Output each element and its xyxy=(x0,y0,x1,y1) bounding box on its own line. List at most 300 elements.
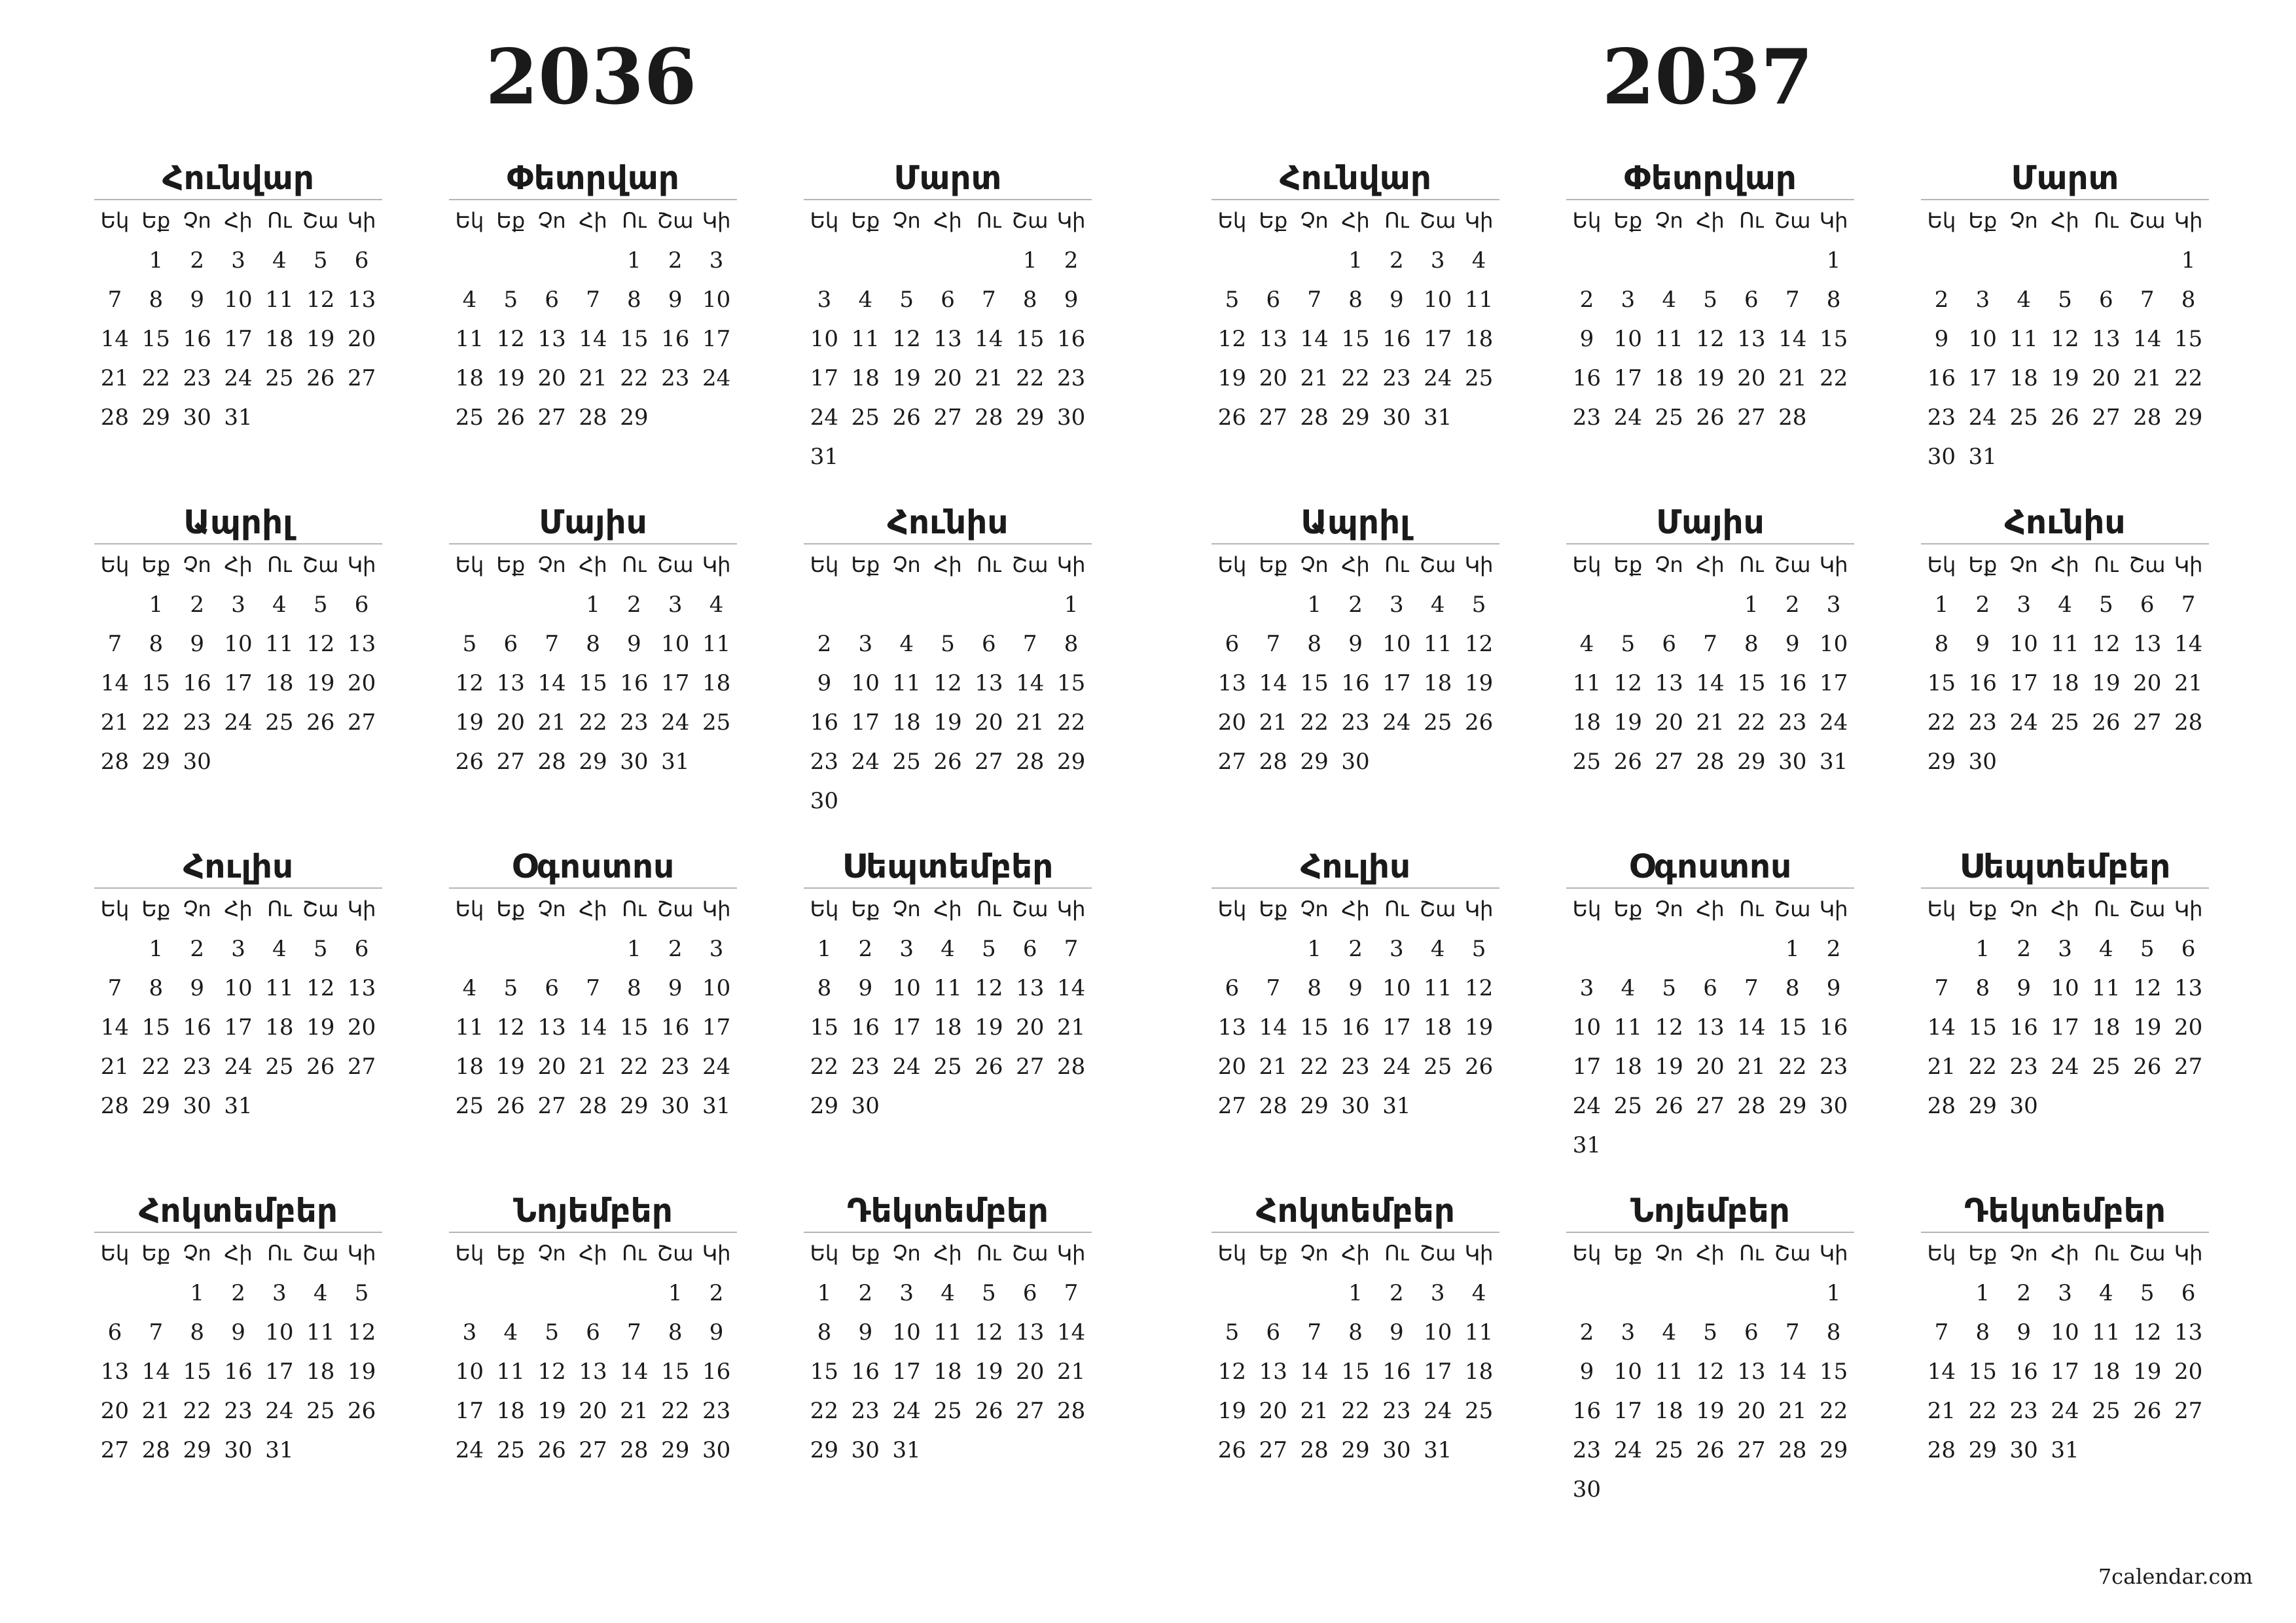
month-block xyxy=(94,846,382,1190)
day-cell: 22 xyxy=(183,1398,211,1424)
empty-day-cell xyxy=(449,1274,490,1313)
day-cell: 23 xyxy=(851,1054,880,1080)
day-cell: 2 xyxy=(1826,936,1841,962)
day-cell: 8 xyxy=(1826,1319,1841,1346)
weekday-label: Ու xyxy=(1739,1241,1764,1266)
week-row xyxy=(94,319,382,359)
day-cell: 11 xyxy=(1424,975,1452,1001)
day-cell: 5 xyxy=(2058,287,2072,313)
empty-day-cell xyxy=(2126,437,2168,476)
day-cell: 27 xyxy=(1016,1398,1045,1424)
day-cell: 20 xyxy=(2092,365,2121,391)
week-row xyxy=(1921,624,2209,664)
week-row xyxy=(1921,437,2209,476)
weekday-label: Շա xyxy=(1420,208,1456,233)
week-row xyxy=(1921,703,2209,742)
weekday-label: Չո xyxy=(1655,1241,1683,1266)
week-row xyxy=(94,703,382,742)
weekday-label: Ու xyxy=(1384,208,1409,233)
empty-day-cell xyxy=(1566,241,1607,280)
week-row xyxy=(804,781,1092,821)
day-cell: 4 xyxy=(462,287,477,313)
day-cell: 14 xyxy=(2174,631,2203,657)
day-cell: 29 xyxy=(183,1437,211,1463)
day-cell: 22 xyxy=(620,1054,649,1080)
day-cell: 8 xyxy=(586,631,600,657)
day-cell: 22 xyxy=(1968,1398,1997,1424)
day-cell: 6 xyxy=(503,631,518,657)
weekday-label: Եկ xyxy=(1217,1241,1247,1266)
weekday-label: Եք xyxy=(1613,208,1643,233)
day-cell: 9 xyxy=(1785,631,1800,657)
day-cell: 17 xyxy=(892,1359,921,1385)
weekday-header xyxy=(1211,1233,1499,1274)
day-cell: 7 xyxy=(545,631,559,657)
empty-day-cell xyxy=(135,1274,177,1313)
week-row xyxy=(1211,1274,1499,1313)
day-cell: 23 xyxy=(1968,709,1997,736)
weekday-label: Եք xyxy=(851,552,880,577)
week-row xyxy=(804,398,1092,437)
day-cell: 31 xyxy=(1424,404,1452,431)
week-row xyxy=(804,1391,1092,1431)
weekday-label: Շա xyxy=(1420,1241,1456,1266)
day-cell: 12 xyxy=(496,326,525,352)
week-row xyxy=(94,624,382,664)
day-cell: 24 xyxy=(1572,1093,1602,1119)
day-cell: 17 xyxy=(1613,1398,1642,1424)
day-cell: 5 xyxy=(462,631,477,657)
day-cell: 31 xyxy=(1819,749,1848,775)
day-cell: 13 xyxy=(537,326,566,352)
day-cell: 8 xyxy=(149,975,164,1001)
day-cell: 18 xyxy=(1424,1014,1452,1041)
day-cell: 5 xyxy=(2140,936,2155,962)
day-cell: 8 xyxy=(2181,287,2196,313)
day-cell: 29 xyxy=(1300,1093,1329,1119)
day-cell: 26 xyxy=(306,1054,335,1080)
day-cell: 13 xyxy=(975,670,1003,696)
day-cell: 23 xyxy=(1778,709,1807,736)
day-cell: 28 xyxy=(2133,404,2162,431)
day-cell: 20 xyxy=(1259,1398,1287,1424)
empty-day-cell xyxy=(1649,241,1690,280)
day-cell: 19 xyxy=(306,326,335,352)
week-row xyxy=(449,319,737,359)
month-block xyxy=(1566,501,1854,846)
weekday-label: Հի xyxy=(2051,1241,2079,1266)
day-cell: 10 xyxy=(1572,1014,1602,1041)
weekday-label: Չո xyxy=(2009,897,2038,921)
empty-day-cell xyxy=(1813,398,1854,437)
day-cell: 19 xyxy=(975,1359,1003,1385)
day-cell: 25 xyxy=(1464,365,1494,391)
day-cell: 25 xyxy=(851,404,880,431)
day-cell: 7 xyxy=(586,975,600,1001)
day-cell: 25 xyxy=(1655,1437,1683,1463)
empty-day-cell xyxy=(2168,1431,2209,1470)
empty-day-cell xyxy=(1731,1126,1772,1165)
day-cell: 6 xyxy=(1703,975,1717,1001)
empty-day-cell xyxy=(1009,437,1050,476)
day-cell: 18 xyxy=(306,1359,335,1385)
day-cell: 14 xyxy=(1016,670,1045,696)
day-cell: 22 xyxy=(141,709,170,736)
day-cell: 4 xyxy=(313,1280,328,1306)
weekday-header xyxy=(449,889,737,929)
day-cell: 15 xyxy=(579,670,607,696)
day-cell: 25 xyxy=(2092,1054,2121,1080)
weekday-label: Չո xyxy=(537,552,566,577)
day-cell: 23 xyxy=(1382,1398,1411,1424)
month-block xyxy=(1211,846,1499,1190)
day-cell: 16 xyxy=(851,1014,880,1041)
day-cell: 30 xyxy=(1341,749,1370,775)
week-row xyxy=(1921,1391,2209,1431)
day-cell: 10 xyxy=(2051,975,2079,1001)
empty-day-cell xyxy=(2085,1086,2126,1126)
day-cell: 15 xyxy=(1968,1359,1997,1385)
day-cell: 28 xyxy=(537,749,566,775)
weekday-label: Կի xyxy=(2174,552,2203,577)
month-block xyxy=(94,157,382,501)
empty-day-cell xyxy=(341,1431,382,1470)
day-cell: 25 xyxy=(1424,1054,1452,1080)
empty-day-cell xyxy=(968,1086,1009,1126)
day-cell: 16 xyxy=(1382,1359,1411,1385)
day-cell: 26 xyxy=(1217,1437,1247,1463)
week-row xyxy=(94,1047,382,1086)
empty-day-cell xyxy=(1690,1274,1731,1313)
day-cell: 15 xyxy=(141,326,170,352)
weekday-header xyxy=(449,1233,737,1274)
day-cell: 3 xyxy=(2058,936,2072,962)
day-cell: 10 xyxy=(810,326,839,352)
day-cell: 3 xyxy=(1826,592,1841,618)
empty-day-cell xyxy=(968,585,1009,624)
week-row xyxy=(94,1352,382,1391)
day-cell: 29 xyxy=(1341,1437,1370,1463)
day-cell: 3 xyxy=(1579,975,1594,1001)
day-cell: 26 xyxy=(975,1054,1003,1080)
day-cell: 12 xyxy=(1217,326,1247,352)
day-cell: 1 xyxy=(1826,247,1841,274)
day-cell: 17 xyxy=(810,365,839,391)
day-cell: 12 xyxy=(2051,326,2079,352)
day-cell: 11 xyxy=(1655,1359,1683,1385)
day-cell: 7 xyxy=(2140,287,2155,313)
week-row xyxy=(94,1274,382,1313)
day-cell: 26 xyxy=(1696,1437,1725,1463)
day-cell: 10 xyxy=(265,1319,294,1346)
weekday-label: Չո xyxy=(183,208,211,233)
day-cell: 1 xyxy=(1975,1280,1990,1306)
day-cell: 6 xyxy=(586,1319,600,1346)
day-cell: 29 xyxy=(1341,404,1370,431)
day-cell: 2 xyxy=(858,1280,873,1306)
day-cell: 19 xyxy=(1464,1014,1494,1041)
day-cell: 19 xyxy=(455,709,484,736)
day-cell: 16 xyxy=(1927,365,1956,391)
day-cell: 13 xyxy=(1217,1014,1247,1041)
week-row xyxy=(1211,624,1499,664)
day-cell: 5 xyxy=(1471,936,1486,962)
day-cell: 1 xyxy=(149,936,164,962)
day-cell: 8 xyxy=(1975,975,1990,1001)
day-cell: 29 xyxy=(620,404,649,431)
weekday-label: Հի xyxy=(1696,897,1725,921)
empty-day-cell xyxy=(886,585,927,624)
day-cell: 11 xyxy=(2009,326,2038,352)
day-cell: 7 xyxy=(1785,1319,1800,1346)
weekday-label: Եք xyxy=(1968,897,1998,921)
weekday-label: Եկ xyxy=(1927,1241,1956,1266)
day-cell: 10 xyxy=(851,670,880,696)
day-cell: 1 xyxy=(1348,247,1363,274)
empty-day-cell xyxy=(1731,1274,1772,1313)
weekday-label: Հի xyxy=(224,552,253,577)
weekday-label: Ու xyxy=(267,897,292,921)
weekday-label: Հի xyxy=(2051,552,2079,577)
empty-day-cell xyxy=(94,241,135,280)
weekday-label: Եկ xyxy=(1927,897,1956,921)
day-cell: 4 xyxy=(2099,936,2113,962)
month-block xyxy=(1211,501,1499,846)
day-cell: 24 xyxy=(455,1437,484,1463)
day-cell: 19 xyxy=(537,1398,566,1424)
day-cell: 21 xyxy=(1259,1054,1287,1080)
day-cell: 9 xyxy=(709,1319,724,1346)
day-cell: 13 xyxy=(347,975,376,1001)
weekday-header xyxy=(449,544,737,585)
day-cell: 24 xyxy=(1382,709,1411,736)
day-cell: 28 xyxy=(1300,1437,1329,1463)
empty-day-cell xyxy=(927,1086,969,1126)
day-cell: 17 xyxy=(2009,670,2038,696)
day-cell: 18 xyxy=(851,365,880,391)
day-cell: 27 xyxy=(2092,404,2121,431)
day-cell: 12 xyxy=(2092,631,2121,657)
empty-day-cell xyxy=(1566,1274,1607,1313)
empty-day-cell xyxy=(2045,742,2086,781)
day-cell: 2 xyxy=(1934,287,1949,313)
day-cell: 5 xyxy=(1703,287,1717,313)
empty-day-cell xyxy=(1607,241,1649,280)
day-cell: 1 xyxy=(1826,1280,1841,1306)
day-cell: 30 xyxy=(224,1437,253,1463)
day-cell: 15 xyxy=(810,1359,839,1385)
empty-day-cell xyxy=(2126,742,2168,781)
day-cell: 15 xyxy=(1016,326,1045,352)
empty-day-cell xyxy=(927,1431,969,1470)
weekday-label: Եկ xyxy=(100,208,130,233)
day-cell: 11 xyxy=(1464,1319,1494,1346)
day-cell: 16 xyxy=(1341,670,1370,696)
day-cell: 8 xyxy=(817,1319,832,1346)
day-cell: 16 xyxy=(1778,670,1807,696)
day-cell: 17 xyxy=(1968,365,1997,391)
weekday-label: Եք xyxy=(1259,208,1288,233)
day-cell: 30 xyxy=(2009,1093,2038,1119)
day-cell: 26 xyxy=(347,1398,376,1424)
day-cell: 19 xyxy=(975,1014,1003,1041)
month-title: Դեկտեմբեր xyxy=(1921,1190,2209,1233)
empty-day-cell xyxy=(218,742,259,781)
week-row xyxy=(94,1431,382,1470)
week-row xyxy=(94,280,382,319)
day-cell: 1 xyxy=(2181,247,2196,274)
day-cell: 9 xyxy=(1348,975,1363,1001)
weekday-label: Շա xyxy=(1420,552,1456,577)
day-cell: 2 xyxy=(190,936,204,962)
day-cell: 29 xyxy=(1778,1093,1807,1119)
day-cell: 9 xyxy=(2017,1319,2031,1346)
day-cell: 11 xyxy=(455,326,484,352)
day-cell: 27 xyxy=(100,1437,130,1463)
day-cell: 7 xyxy=(2181,592,2196,618)
day-cell: 4 xyxy=(1621,975,1636,1001)
empty-day-cell xyxy=(1649,585,1690,624)
day-cell: 3 xyxy=(1975,287,1990,313)
day-cell: 3 xyxy=(1390,592,1404,618)
day-cell: 29 xyxy=(2174,404,2203,431)
day-cell: 15 xyxy=(1968,1014,1997,1041)
day-cell: 1 xyxy=(1785,936,1800,962)
weekday-label: Ու xyxy=(977,208,1001,233)
day-cell: 4 xyxy=(503,1319,518,1346)
week-row xyxy=(1921,742,2209,781)
day-cell: 27 xyxy=(537,404,566,431)
month-block xyxy=(1921,501,2209,846)
empty-day-cell xyxy=(1772,1470,1813,1509)
day-cell: 16 xyxy=(1341,1014,1370,1041)
day-cell: 15 xyxy=(1300,1014,1329,1041)
weekday-label: Ու xyxy=(1739,208,1764,233)
day-cell: 4 xyxy=(2099,1280,2113,1306)
day-cell: 1 xyxy=(190,1280,204,1306)
day-cell: 27 xyxy=(2174,1398,2203,1424)
day-cell: 16 xyxy=(2009,1014,2038,1041)
day-cell: 6 xyxy=(1744,1319,1759,1346)
day-cell: 12 xyxy=(1696,1359,1725,1385)
day-cell: 28 xyxy=(579,1093,607,1119)
day-cell: 17 xyxy=(224,326,253,352)
day-cell: 11 xyxy=(851,326,880,352)
empty-day-cell xyxy=(1050,781,1092,821)
empty-day-cell xyxy=(531,1274,573,1313)
day-cell: 28 xyxy=(100,404,130,431)
empty-day-cell xyxy=(2126,1086,2168,1126)
day-cell: 9 xyxy=(1934,326,1949,352)
week-row xyxy=(94,1313,382,1352)
day-cell: 16 xyxy=(183,326,211,352)
weekday-label: Չո xyxy=(1655,552,1683,577)
weekday-header xyxy=(1566,1233,1854,1274)
day-cell: 28 xyxy=(100,1093,130,1119)
empty-day-cell xyxy=(1253,241,1294,280)
weekday-label: Շա xyxy=(302,208,339,233)
weekday-label: Եկ xyxy=(1572,897,1602,921)
weekday-label: Հի xyxy=(1341,208,1370,233)
day-cell: 28 xyxy=(141,1437,170,1463)
day-cell: 26 xyxy=(1696,404,1725,431)
day-cell: 17 xyxy=(2051,1014,2079,1041)
day-cell: 11 xyxy=(265,631,294,657)
weekday-label: Եկ xyxy=(455,1241,484,1266)
day-cell: 28 xyxy=(1056,1054,1086,1080)
day-cell: 20 xyxy=(1696,1054,1725,1080)
day-cell: 17 xyxy=(702,1014,731,1041)
weekday-label: Չո xyxy=(892,1241,921,1266)
week-row xyxy=(94,1008,382,1047)
weekday-label: Հի xyxy=(224,897,253,921)
weekday-label: Եք xyxy=(141,1241,171,1266)
day-cell: 29 xyxy=(141,404,170,431)
day-cell: 10 xyxy=(702,975,731,1001)
day-cell: 4 xyxy=(1579,631,1594,657)
day-cell: 21 xyxy=(1927,1398,1956,1424)
day-cell: 14 xyxy=(537,670,566,696)
day-cell: 11 xyxy=(1424,631,1452,657)
year-calendar-left xyxy=(94,157,1092,1534)
day-cell: 23 xyxy=(224,1398,253,1424)
day-cell: 17 xyxy=(2051,1359,2079,1385)
day-cell: 15 xyxy=(1056,670,1086,696)
day-cell: 18 xyxy=(1464,1359,1494,1385)
empty-day-cell xyxy=(1731,929,1772,969)
day-cell: 7 xyxy=(982,287,996,313)
day-cell: 15 xyxy=(1341,326,1370,352)
empty-day-cell xyxy=(1649,1126,1690,1165)
day-cell: 25 xyxy=(1613,1093,1642,1119)
weekday-label: Եք xyxy=(496,552,526,577)
weekday-label: Չո xyxy=(183,552,211,577)
week-row xyxy=(804,585,1092,624)
day-cell: 25 xyxy=(265,1054,294,1080)
week-row xyxy=(1211,1313,1499,1352)
day-cell: 4 xyxy=(1471,1280,1486,1306)
week-row xyxy=(449,1274,737,1313)
week-row xyxy=(1921,664,2209,703)
day-cell: 5 xyxy=(1703,1319,1717,1346)
day-cell: 28 xyxy=(1016,749,1045,775)
day-cell: 15 xyxy=(1341,1359,1370,1385)
day-cell: 25 xyxy=(306,1398,335,1424)
weekday-label: Եք xyxy=(1613,1241,1643,1266)
day-cell: 27 xyxy=(1259,1437,1287,1463)
empty-day-cell xyxy=(531,929,573,969)
week-row xyxy=(1921,1086,2209,1126)
day-cell: 2 xyxy=(190,247,204,274)
empty-day-cell xyxy=(1211,241,1253,280)
day-cell: 18 xyxy=(265,670,294,696)
day-cell: 24 xyxy=(661,709,690,736)
day-cell: 30 xyxy=(661,1093,690,1119)
day-cell: 6 xyxy=(941,287,955,313)
week-row xyxy=(94,241,382,280)
empty-day-cell xyxy=(94,585,135,624)
week-row xyxy=(1566,1086,1854,1126)
weekday-label: Ու xyxy=(1384,552,1409,577)
day-cell: 3 xyxy=(231,592,245,618)
day-cell: 31 xyxy=(265,1437,294,1463)
day-cell: 6 xyxy=(354,247,369,274)
month-title: Փետրվար xyxy=(1566,157,1854,200)
day-cell: 21 xyxy=(100,709,130,736)
week-row xyxy=(1921,585,2209,624)
day-cell: 21 xyxy=(579,365,607,391)
day-cell: 21 xyxy=(1778,365,1807,391)
